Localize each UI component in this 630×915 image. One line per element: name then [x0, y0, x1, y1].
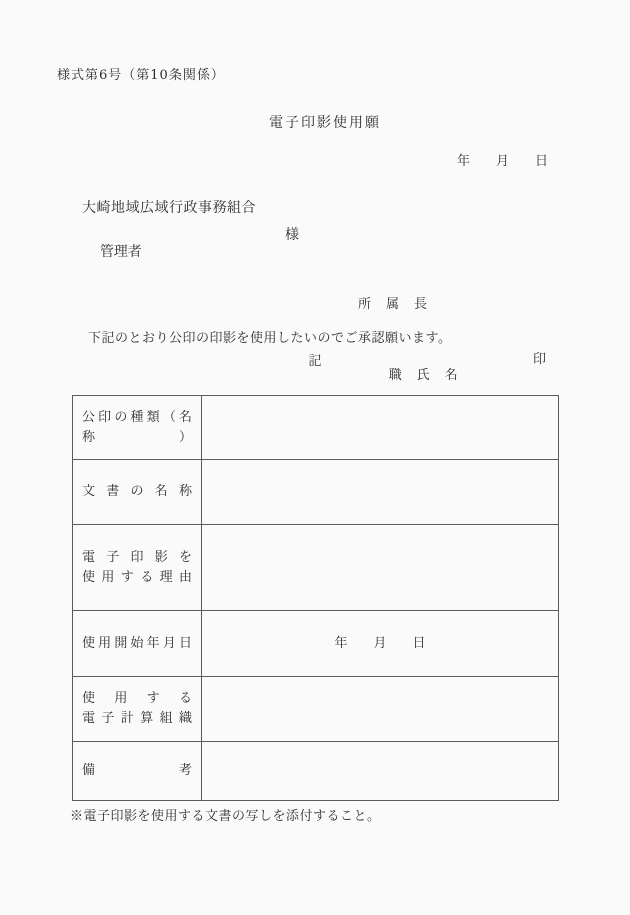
row-label-reason: 電子印影を 使用する理由 — [73, 525, 202, 610]
body-text: 下記のとおり公印の印影を使用したいのでご承認願います。 — [88, 331, 452, 346]
row-value-seal-type — [202, 396, 558, 459]
issue-date-line: 年 月 日 — [457, 154, 549, 169]
row-label-seal-type: 公印の種類（名称） — [73, 396, 202, 459]
application-table — [72, 395, 559, 801]
addressee-role: 管理者 — [99, 243, 142, 260]
applicant-name-label: 職 氏 名 — [388, 367, 459, 383]
table-row-remarks — [73, 742, 558, 800]
table-row-seal-type — [73, 396, 558, 460]
table-row-reason — [73, 525, 558, 611]
row-label-start-date: 使用開始年月日 — [73, 611, 202, 676]
addressee-organization: 大崎地域広域行政事務組合 — [82, 200, 256, 216]
row-value-document-name — [202, 460, 558, 524]
addressee-role-line — [82, 227, 382, 294]
section-mark: 記 — [308, 354, 322, 369]
row-value-remarks — [202, 742, 558, 800]
seal-mark: 印 — [533, 352, 547, 368]
footnote: ※電子印影を使用する文書の写しを添付すること。 — [70, 809, 381, 824]
row-value-reason — [202, 525, 558, 610]
table-row-document-name — [73, 460, 558, 525]
table-row-computer-system — [73, 677, 558, 742]
row-label-computer-system: 使用する 電子計算組織 — [73, 677, 202, 741]
document-title: 電子印影使用願 — [269, 115, 381, 131]
form-number: 様式第6号（第10条関係） — [57, 68, 225, 83]
applicant-affiliation-label: 所 属 長 — [358, 297, 429, 313]
table-row-start-date — [73, 611, 558, 677]
row-label-remarks: 備考 — [73, 742, 202, 800]
addressee-honorific: 様 — [285, 227, 299, 243]
row-label-document-name: 文書の名称 — [73, 460, 202, 524]
row-value-start-date: 年 月 日 — [334, 635, 426, 651]
row-value-computer-system — [202, 677, 558, 741]
